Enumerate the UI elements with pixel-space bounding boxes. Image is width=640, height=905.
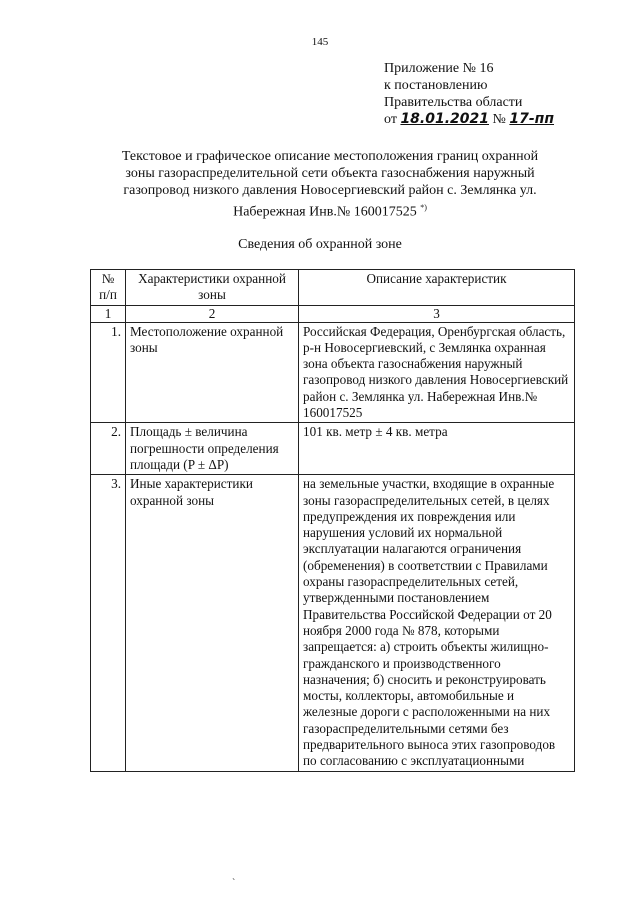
appendix-government: Правительства области: [384, 95, 523, 110]
row-characteristic: Площадь ± величина погрешности определения площади (P ± ΔP): [126, 423, 299, 475]
column-number-row: [91, 305, 575, 322]
number-label: №: [492, 112, 506, 127]
table-row: [91, 423, 575, 475]
decree-line: [384, 111, 554, 128]
footnote-mark: *): [420, 203, 427, 212]
row-characteristic: Местоположение охранной зоны: [126, 322, 299, 423]
row-number: 2.: [91, 423, 126, 475]
table-header-row: [91, 270, 575, 306]
column-number: 2: [126, 305, 299, 322]
header-description: Описание характеристик: [299, 270, 575, 306]
decree-number: 17-пп: [509, 111, 555, 127]
appendix-block: [384, 60, 554, 128]
column-number: 3: [299, 305, 575, 322]
header-number: № п/п: [91, 270, 126, 306]
appendix-number: Приложение № 16: [384, 61, 494, 76]
row-description: на земельные участки, входящие в охранные зоны газораспределительных сетей, в целях предупреждения их повреждения или нарушения условий их нормальной эксплуатации налагаются ограничения (обременения) в соответствии с Правилами охраны газораспределительных сетей, утвержденными постановлением Правительства Российской Федерации от 20 ноября 2000 года № 878, которыми запрещается: а) строить объекты жилищно-гражданского и производственного назначения; б) сносить и реконструировать мосты, коллекторы, автомобильные и железные дороги с расположенными на них газораспределительными сетями без предварительного выноса этих газопроводов по согласованию с эксплуатационными: [299, 475, 575, 771]
table-row: [91, 475, 575, 771]
page-number: 145: [311, 36, 329, 48]
title-text: Текстовое и графическое описание местоположения границ охранной зоны газораспределительной сети объекта газоснабжения наружный газопровод низкого давления Новосергиевский район с. Землянка ул. Набережная Инв.№ 160017525: [121, 149, 539, 220]
row-characteristic: Иные характеристики охранной зоны: [126, 475, 299, 771]
footer-mark: `: [232, 878, 236, 889]
document-title: [120, 148, 540, 221]
appendix-resolution: к постановлению: [384, 78, 488, 93]
zone-info-table: [90, 269, 575, 772]
column-number: 1: [91, 305, 126, 322]
row-number: 3.: [91, 475, 126, 771]
decree-date: 18.01.2021: [400, 111, 490, 127]
section-title: Сведения об охранной зоне: [238, 237, 402, 252]
from-label: от: [384, 112, 397, 127]
table-row: [91, 322, 575, 423]
row-number: 1.: [91, 322, 126, 423]
header-characteristics: Характеристики охранной зоны: [126, 270, 299, 306]
row-description: Российская Федерация, Оренбургская область, р-н Новосергиевский, с Землянка охранная зона объекта газоснабжения наружный газопровод низкого давления Новосергиевский район с. Землянка ул. Набережная Инв.№ 160017525: [299, 322, 575, 423]
row-description: 101 кв. метр ± 4 кв. метра: [299, 423, 575, 475]
